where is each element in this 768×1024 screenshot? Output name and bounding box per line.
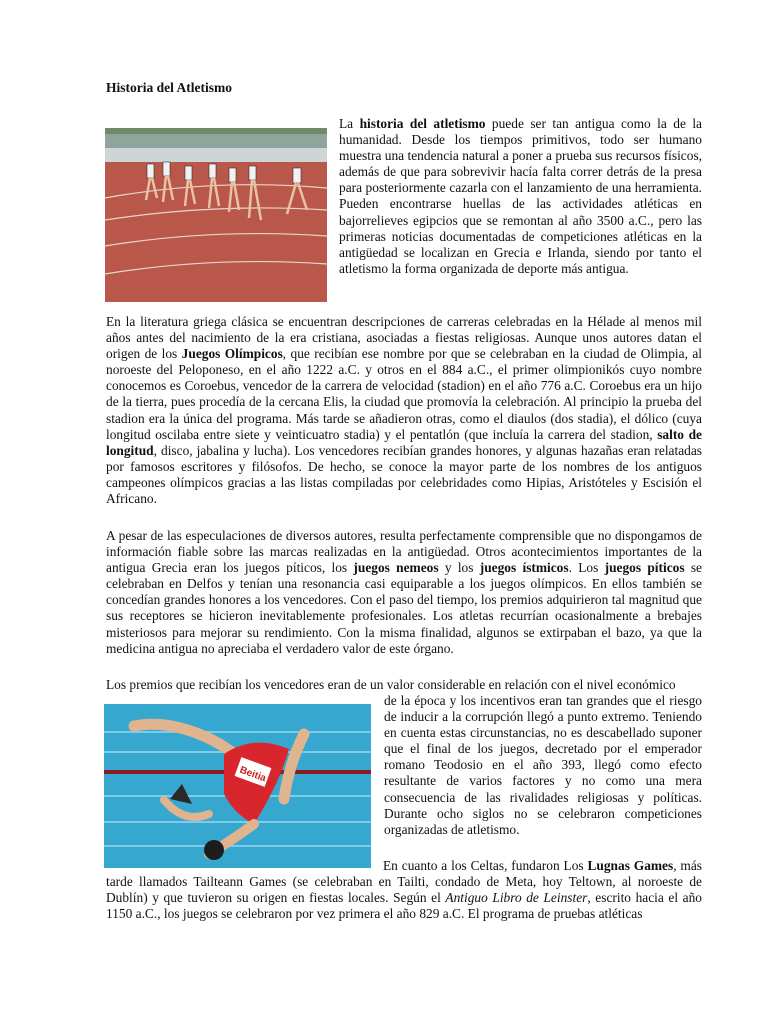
bold-term: Juegos Olímpicos: [181, 346, 283, 362]
bold-term: juegos píticos: [604, 560, 685, 576]
bold-term: Lugnas Games: [587, 858, 674, 873]
bib-label: Beitia: [238, 764, 268, 785]
paragraph-celts: En cuanto a los Celtas, fundaron Los Lugnas Games, más tarde llamados Tailteann Games (se celebraban en Tailti, condado de Meta, hoy Teltown, al noroeste de Dublín) y que tuvieron su origen en fiestas locales. Según el Antiguo Libro de Leinster, escrito hacia el año 1150 a.C., los juegos se celebraron por vez primera el año 829 a.C. El programa de pruebas atléticas: [106, 858, 702, 922]
paragraph-prizes-lead: Los premios que recibían los vencedores eran de un valor considerable en relación con el nivel económico: [106, 677, 676, 692]
high-jump-photo: [104, 704, 371, 868]
page-title: Historia del Atletismo: [106, 80, 232, 95]
bold-term: juegos ístmicos: [479, 560, 569, 576]
italic-book-title: Antiguo Libro de Leinster: [445, 890, 588, 906]
running-track-photo: [105, 128, 327, 302]
bold-term: juegos nemeos: [353, 560, 439, 576]
bold-term: historia del atletismo: [359, 116, 486, 131]
paragraph-olympics: En la literatura griega clásica se encuentran descripciones de carreras celebradas en la Hélade al menos mil años antes del nacimiento de la era cristiana, asociadas a fiestas religiosas. Aunque unos autores datan el origen de los Juegos Olímpicos, que recibían ese nombre por que se celebraban en la ciudad de Olimpia, al noroeste del Peloponeso, en el año 1222 a.C. y otros en el 884 a.C., el primer olimpionikós cuyo nombre conocemos es Coroebus, vencedor de la carrera de velocidad (stadion) en el año 776 a.C. Coroebus era un hijo de la tierra, pues procedía de la cercana Elis, la ciudad que promovía la celebración. Al principio la prueba del stadion era la única del programa. Más tarde se añadieron otras, como el diaulos (dos stadia), el dólico (cuya longitud oscilaba entre siete y veinticuatro stadia) y el pentatlón (que incluía la carrera del stadion, salto de longitud, disco, jabalina y lucha). Los vencedores recibían grandes honores, y algunas hazañas eran relatadas por famosos escritores y filósofos. De hecho, se conoce la mayor parte de los nombres de los antiguos campeones olímpicos gracias a las listas compiladas por celebridades como Hipias, Aristóteles y Escisión el Africano.: [106, 314, 702, 507]
paragraph-greek-games: A pesar de las especulaciones de diversos autores, resulta perfectamente comprensible que no dispongamos de información fiable sobre las marcas realizadas en la antigüedad. Otros acontecimientos importantes de la antigua Grecia eran los juegos píticos, los juegos nemeos y los juegos ístmicos. Los juegos píticos se celebraban en Delfos y tenían una resonancia casi equiparable a los juegos olímpicos. En ellos también se concedían grandes honores a los vencedores. Con el paso del tiempo, los premios adquirieron tal magnitud que sus receptores se hicieron inevitablemente profesionales. Los atletas recurrían ocasionalmente a brebajes misteriosos para mejorar su rendimiento. Con la misma finalidad, algunos se extirpaban el bazo, ya que la medicina antigua no apreciaba el verdadero valor de este órgano.: [106, 528, 702, 656]
intro-paragraph: La historia del atletismo puede ser tan antigua como la de la humanidad. Desde los tiempos primitivos, todo ser humano muestra una tendencia natural a poner a prueba sus recursos físicos, además de que para sobrevivir hacía falta correr detrás de la presa para posteriormente cazarla con el lanzamiento de una herramienta. Pueden encontrarse huellas de las actividades atléticas en bajorrelieves egipcios que se remontan al año 3500 a.C., pero las primeras noticias documentadas de competiciones atléticas en la antigüedad se localizan en Grecia e Irlanda, siendo por tanto el atletismo la forma organizada de deporte más antigua.: [339, 116, 702, 276]
paragraph-prizes: de la época y los incentivos eran tan grandes que el riesgo de inducir a la corrupción llegó a punto extremo. Teniendo en cuenta estas circunstancias, no es descabellado suponer que el final de los juegos, decretado por el emperador romano Teodosio en el año 393, llegó como efecto resultante de varios factores y no como una mera consecuencia de las rivalidades religiosas y políticas. Durante ocho siglos no se celebraron competiciones organizadas de atletismo.: [384, 693, 702, 837]
bold-term: salto de longitud: [106, 426, 702, 458]
